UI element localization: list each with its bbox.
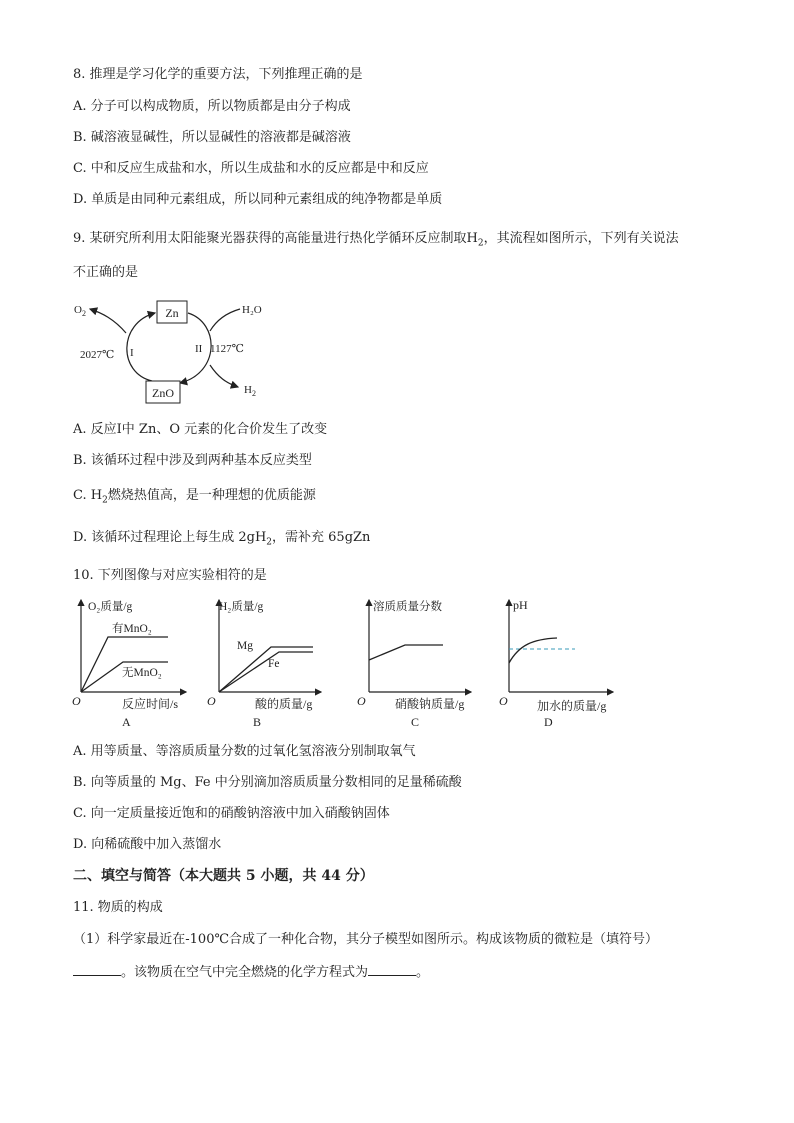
svg-text:无MnO₂: 无MnO₂ (122, 667, 162, 679)
svg-text:H₂质量/g: H₂质量/g (219, 601, 264, 613)
q8-option-d: D. 单质是由同种元素组成，所以同种元素组成的纯净物都是单质 (73, 192, 443, 207)
q10-option-c: C. 向一定质量接近饱和的硝酸钠溶液中加入硝酸钠固体 (73, 806, 390, 821)
svg-text:O: O (499, 694, 508, 708)
svg-text:D: D (544, 715, 553, 729)
svg-text:O: O (207, 694, 216, 708)
section-heading: 二、填空与简答（本大题共 5 小题，共 44 分） (73, 868, 374, 884)
q8-option-c: C. 中和反应生成盐和水，所以生成盐和水的反应都是中和反应 (73, 161, 429, 176)
svg-text:加水的质量/g: 加水的质量/g (537, 699, 607, 713)
q10-stem: 10. 下列图像与对应实验相符的是 (73, 568, 267, 583)
q10-option-d: D. 向稀硫酸中加入蒸馏水 (73, 837, 222, 852)
q10-option-a: A. 用等质量、等溶质质量分数的过氧化氢溶液分别制取氧气 (73, 744, 416, 759)
q11-part1-cont: 。该物质在空气中完全燃烧的化学方程式为 。 (73, 963, 429, 982)
svg-text:O: O (72, 694, 81, 708)
svg-text:Fe: Fe (268, 658, 280, 670)
h2o-label: H₂O (242, 304, 262, 316)
zn-cycle-diagram (70, 295, 270, 410)
q9-stem-cont: 不正确的是 (73, 265, 139, 280)
h2o-arrow (210, 309, 240, 331)
curve-with-mno2 (81, 637, 168, 692)
q8-option-a: A. 分子可以构成物质，所以物质都是由分子构成 (73, 99, 351, 114)
answer-blank-1[interactable] (73, 963, 121, 976)
o2-arrow (90, 309, 126, 333)
curve-mass-fraction (369, 645, 443, 660)
q9-option-c: C. $H_2$燃烧热值高，是一种理想的优质能源 (73, 488, 316, 506)
temp-2027: 2027℃ (80, 349, 115, 361)
svg-text:O: O (357, 694, 366, 708)
q9-option-a: A. 反应Ⅰ中 Zn、O 元素的化合价发生了改变 (73, 422, 328, 437)
q8-stem: 8. 推理是学习化学的重要方法，下列推理正确的是 (73, 67, 363, 82)
svg-text:溶质质量分数: 溶质质量分数 (373, 601, 442, 613)
temp-1127: 1127℃ (210, 343, 244, 355)
curve-fe (219, 652, 313, 692)
svg-text:O₂质量/g: O₂质量/g (88, 601, 133, 613)
q11-stem: 11. 物质的构成 (73, 900, 163, 915)
svg-text:Mg: Mg (237, 640, 253, 652)
answer-blank-2[interactable] (368, 963, 416, 976)
q9-stem: 9. 某研究所利用太阳能聚光器获得的高能量进行热化学循环反应制取$H_2$，其流程如图所示，下列有关说法 (73, 231, 679, 249)
graph-a (70, 595, 195, 735)
graph-d (497, 595, 622, 735)
curve-mg (219, 647, 313, 692)
q9-option-b: B. 该循环过程中涉及到两种基本反应类型 (73, 453, 312, 468)
svg-text:反应时间/s: 反应时间/s (122, 697, 179, 711)
h2-arrow (210, 365, 238, 387)
svg-text:硝酸钠质量/g: 硝酸钠质量/g (395, 697, 465, 711)
zn-label: Zn (165, 306, 179, 320)
h2-formula: $H_2$ (466, 231, 484, 249)
graph-b (205, 595, 330, 735)
svg-text:pH: pH (513, 598, 528, 612)
svg-text:酸的质量/g: 酸的质量/g (255, 697, 313, 711)
svg-text:有MnO₂: 有MnO₂ (112, 623, 152, 635)
q8-option-b: B. 碱溶液显碱性，所以显碱性的溶液都是碱溶液 (73, 130, 351, 145)
svg-text:B: B (253, 715, 262, 729)
q10-option-b: B. 向等质量的 Mg、Fe 中分别滴加溶质质量分数相同的足量稀硫酸 (73, 775, 462, 790)
graph-c (355, 595, 480, 735)
curve-ph (509, 638, 557, 663)
reaction-II: II (195, 343, 203, 355)
svg-text:A: A (122, 715, 131, 729)
svg-text:C: C (411, 715, 420, 729)
o2-label: $O_2$ (74, 304, 86, 318)
q11-part1: （1）科学家最近在-100℃合成了一种化合物，其分子模型如图所示。构成该物质的微粒是（填符号） (73, 932, 659, 947)
zno-label: ZnO (152, 386, 174, 400)
reaction-I: I (130, 347, 134, 359)
h2-label: $H_2$ (244, 384, 256, 398)
q9-option-d: D. 该循环过程理论上每生成 $2gH_2$，需补充 65gZn (73, 530, 371, 548)
